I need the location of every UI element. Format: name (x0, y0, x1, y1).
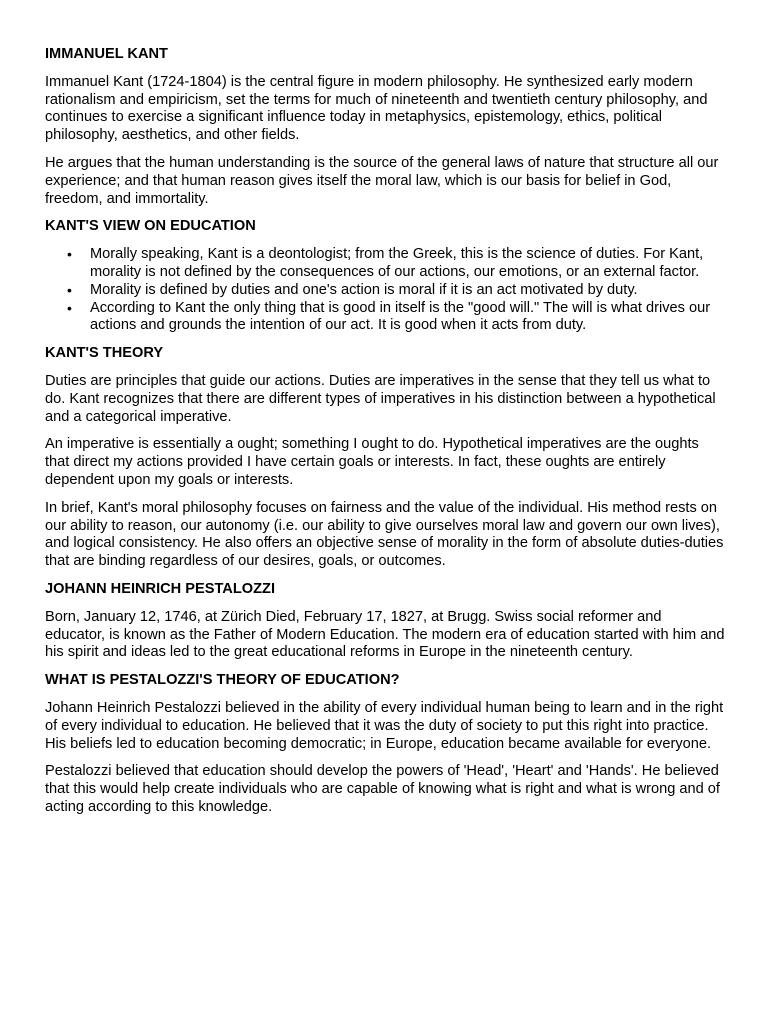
pestalozzi-theory-paragraph-1: Johann Heinrich Pestalozzi believed in the ability of every individual human being to learn and in the right of every individual to education. He believed that it was the duty of society to put this right into practice. His beliefs led to education becoming democratic; in Europe, education became available for everyone. (45, 699, 724, 752)
bullet-text: Morally speaking, Kant is a deontologist; from the Greek, this is the science of duties. For Kant, morality is not defined by the consequences of our actions, our emotions, or an external factor. (90, 246, 704, 280)
education-heading: KANT'S VIEW ON EDUCATION (45, 218, 256, 235)
theory-paragraph-3: In brief, Kant's moral philosophy focuses on fairness and the value of the individual. His method rests on our ability to reason, our autonomy (i.e. our ability to give ourselves moral law and govern our own lives), and logical consistency. He also offers an objective sense of morality in the form of absolute duties-duties that are binding regardless of our desires, goals, or outcomes. (45, 499, 724, 570)
pestalozzi-theory-heading: WHAT IS PESTALOZZI'S THEORY OF EDUCATION? (45, 672, 400, 689)
bullet-text: Morality is defined by duties and one's action is moral if it is an act motivated by duty. (90, 281, 638, 298)
kant-paragraph-1: Immanuel Kant (1724-1804) is the central figure in modern philosophy. He synthesized early modern rationalism and empiricism, set the terms for much of nineteenth and twentieth century philosophy, and continues to exercise a significant influence today in metaphysics, epistemology, ethics, political philosophy, aesthetics, and other fields. (45, 73, 708, 144)
bullet-icon: • (67, 246, 72, 263)
list-item (67, 246, 725, 282)
list-item (67, 299, 725, 336)
pestalozzi-theory-paragraph-2: Pestalozzi believed that education should develop the powers of 'Head', 'Heart' and 'Hands'. He believed that this would help create individuals who are capable of knowing what is right and what is wrong and of acting according to this knowledge. (45, 763, 720, 815)
bullet-icon: • (67, 299, 72, 316)
education-bullet-list (45, 246, 725, 335)
document-page (45, 46, 725, 827)
theory-heading: KANT'S THEORY (45, 345, 164, 362)
kant-heading: IMMANUEL KANT (45, 46, 168, 62)
list-item (67, 281, 725, 300)
bullet-text: According to Kant the only thing that is good in itself is the "good will." The will is what drives our actions and grounds the intention of our act. It is good when it acts from duty. (90, 299, 711, 334)
pestalozzi-heading: JOHANN HEINRICH PESTALOZZI (45, 580, 275, 597)
pestalozzi-paragraph-1: Born, January 12, 1746, at Zürich Died, February 17, 1827, at Brugg. Swiss social reformer and educator, is known as the Father of Modern Education. The modern era of education started with him and his spirit and ideas led to the great educational reforms in Europe in the nineteenth century. (45, 608, 725, 661)
bullet-icon: • (67, 281, 72, 298)
kant-paragraph-2: He argues that the human understanding is the source of the general laws of nature that structure all our experience; and that human reason gives itself the moral law, which is our basis for belief in God, freedom, and immortality. (45, 154, 719, 207)
theory-paragraph-1: Duties are principles that guide our actions. Duties are imperatives in the sense that they tell us what to do. Kant recognizes that there are different types of imperatives in his distinction between a hypothetical and a categorical imperative. (45, 372, 716, 425)
theory-paragraph-2: An imperative is essentially a ought; something I ought to do. Hypothetical imperatives are the oughts that direct my actions provided I have certain goals or interests. In fact, these oughts are entirely dependent upon my goals or interests. (45, 436, 699, 488)
